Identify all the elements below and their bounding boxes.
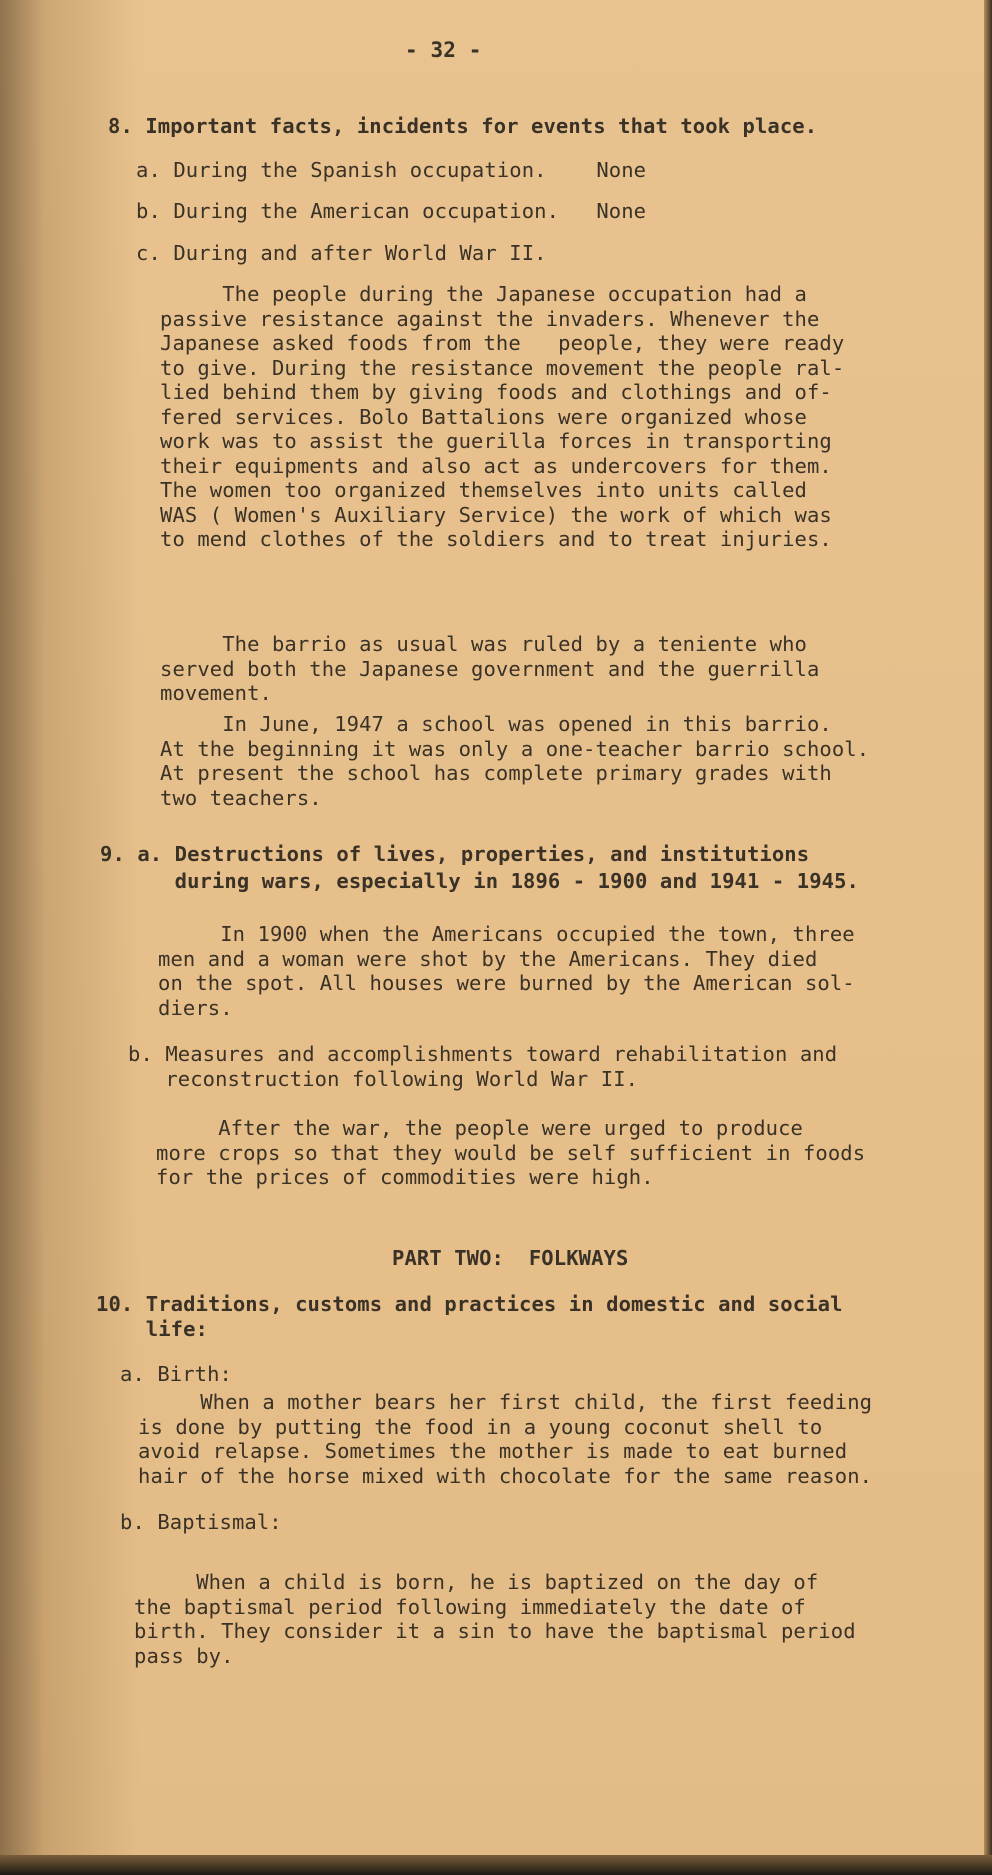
item-8b: b. During the American occupation. None — [136, 199, 647, 223]
text-line: life: — [96, 1316, 208, 1341]
text-line: birth. They consider it a sin to have the baptismal period — [134, 1619, 856, 1643]
text-line: more crops so that they would be self sufficient in foods — [156, 1140, 866, 1165]
text-line: When a mother bears her first child, the first feeding — [138, 1390, 873, 1414]
item-8a: a. During the Spanish occupation. None — [136, 158, 647, 182]
text-line: At present the school has complete primary grades with — [160, 761, 832, 785]
text-line: passive resistance against the invaders. Whenever the — [160, 306, 820, 331]
text-line: the baptismal period following immediately the date of — [134, 1594, 806, 1619]
text-line: two teachers. — [160, 785, 322, 810]
text-line: 10. Traditions, customs and practices in domestic and social — [96, 1292, 843, 1316]
page-edge-shadow — [984, 0, 992, 1875]
text-line: Japanese asked foods from the people, they were ready — [160, 331, 845, 355]
page-bottom-shadow — [0, 1855, 992, 1875]
text-line: b. Measures and accomplishments toward rehabilitation and — [128, 1042, 838, 1066]
text-line: men and a woman were shot by the Americans. They died — [158, 946, 818, 971]
text-line: diers. — [158, 995, 233, 1020]
text-line: is done by putting the food in a young coconut shell to — [138, 1414, 823, 1439]
text-line: on the spot. All houses were burned by the American sol- — [158, 971, 855, 995]
text-line: movement. — [160, 681, 272, 705]
item-8-heading: 8. Important facts, incidents for events that took place. — [108, 114, 818, 138]
text-line: 9. a. Destructions of lives, properties, and institutions — [100, 842, 810, 866]
text-line: WAS ( Women's Auxiliary Service) the work of which was — [160, 502, 832, 527]
text-line: fered services. Bolo Battalions were organized whose — [160, 404, 807, 429]
text-line: The people during the Japanese occupation had a — [160, 282, 807, 306]
text-line: avoid relapse. Sometimes the mother is made to eat burned — [138, 1439, 848, 1463]
text-line: to mend clothes of the soldiers and to treat injuries. — [160, 527, 832, 551]
text-line: their equipments and also act as undercovers for them. — [160, 453, 832, 478]
item-10b-heading: b. Baptismal: — [120, 1510, 282, 1534]
text-line: reconstruction following World War II. — [128, 1066, 639, 1091]
page-number: - 32 - — [405, 38, 482, 62]
text-line: lied behind them by giving foods and clothings and of- — [160, 380, 832, 404]
text-line: In June, 1947 a school was opened in this barrio. — [160, 712, 832, 736]
text-line: At the beginning it was only a one-teacher barrio school. — [160, 736, 870, 761]
text-line: work was to assist the guerilla forces in transporting — [160, 429, 832, 453]
text-line: pass by. — [134, 1643, 234, 1668]
text-line: When a child is born, he is baptized on the day of — [134, 1570, 819, 1594]
text-line: served both the Japanese government and the guerrilla — [160, 656, 820, 681]
text-line: After the war, the people were urged to produce — [156, 1116, 803, 1140]
item-10a-heading: a. Birth: — [120, 1362, 232, 1386]
text-line: for the prices of commodities were high. — [156, 1165, 654, 1189]
text-line: during wars, especially in 1896 - 1900 and 1941 - 1945. — [100, 869, 859, 893]
part-two-title: PART TWO: FOLKWAYS — [392, 1246, 629, 1270]
text-line: to give. During the resistance movement the people ral- — [160, 355, 845, 380]
text-line: In 1900 when the Americans occupied the town, three — [158, 922, 855, 946]
text-line: The barrio as usual was ruled by a teniente who — [160, 632, 807, 656]
text-line: The women too organized themselves into units called — [160, 478, 807, 502]
text-line: hair of the horse mixed with chocolate for the same reason. — [138, 1463, 873, 1488]
item-8c: c. During and after World War II. — [136, 241, 547, 265]
